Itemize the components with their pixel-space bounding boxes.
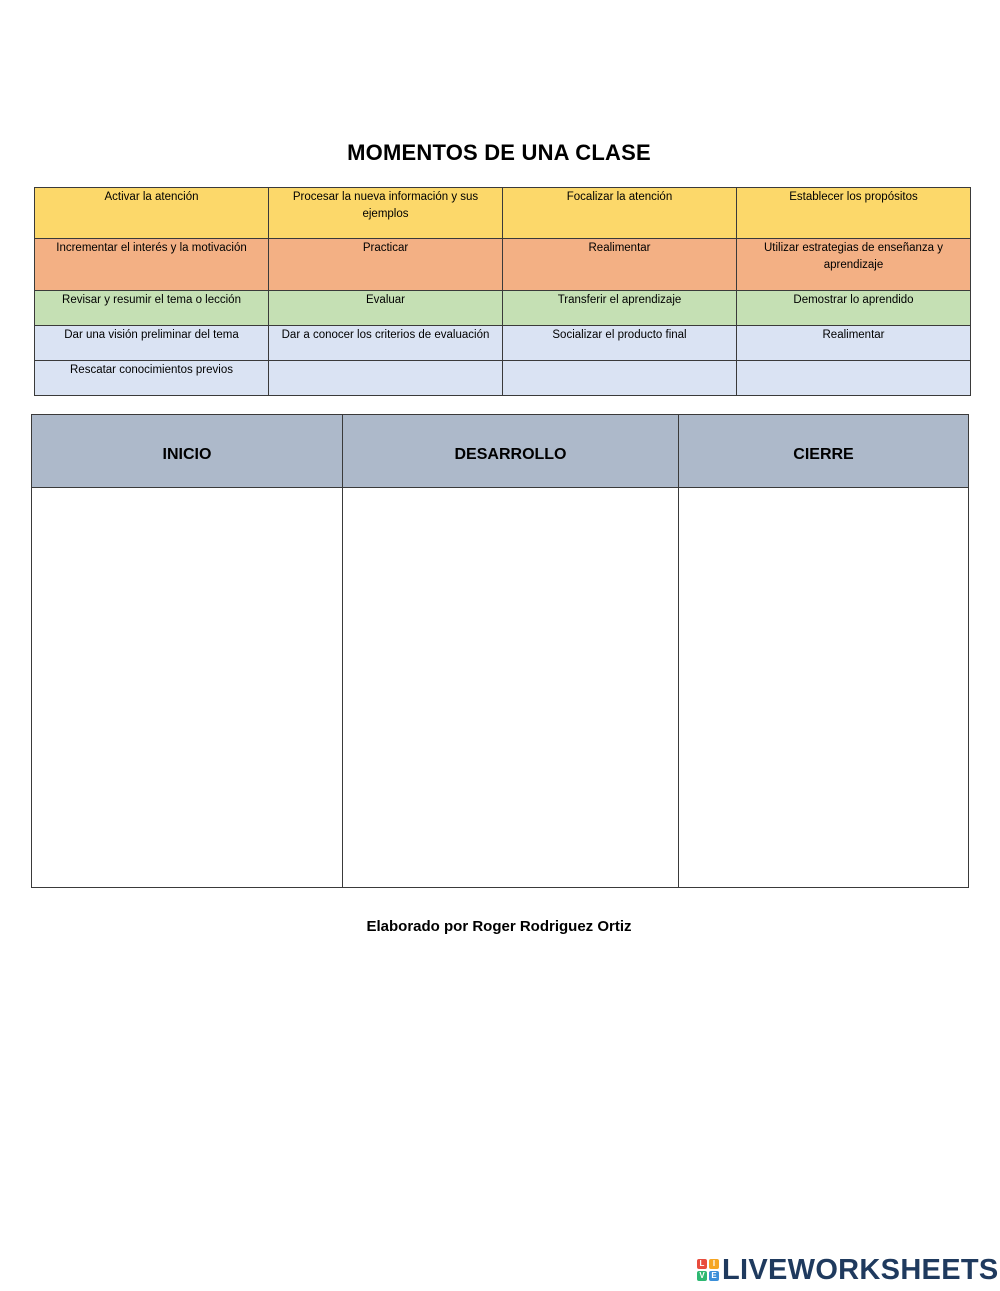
word-bank-cell[interactable]: Practicar [269, 239, 503, 291]
word-bank-cell[interactable]: Transferir el aprendizaje [503, 291, 737, 326]
logo-letter: E [709, 1271, 719, 1281]
word-bank-cell[interactable]: Utilizar estrategias de enseñanza y aprendizaje [737, 239, 971, 291]
word-bank-row [35, 291, 971, 326]
stage-header-inicio: INICIO [32, 415, 343, 488]
word-bank-cell[interactable]: Incrementar el interés y la motivación [35, 239, 269, 291]
logo-letter: I [709, 1259, 719, 1269]
drop-zone-cierre[interactable] [679, 488, 969, 888]
word-bank-cell [269, 361, 503, 396]
word-bank-cell[interactable]: Rescatar conocimientos previos [35, 361, 269, 396]
stage-header-cierre: CIERRE [679, 415, 969, 488]
word-bank-cell [503, 361, 737, 396]
stages-table [31, 414, 969, 888]
word-bank-row [35, 239, 971, 291]
word-bank-table [34, 187, 971, 396]
word-bank-cell[interactable]: Realimentar [503, 239, 737, 291]
stage-header-desarrollo: DESARROLLO [343, 415, 679, 488]
word-bank-cell[interactable]: Realimentar [737, 326, 971, 361]
author-credit: Elaborado por Roger Rodriguez Ortiz [366, 918, 632, 935]
word-bank-cell[interactable]: Demostrar lo aprendido [737, 291, 971, 326]
brand-name: LIVEWORKSHEETS [722, 1253, 999, 1286]
word-bank-cell [737, 361, 971, 396]
page-title: MOMENTOS DE UNA CLASE [347, 140, 651, 165]
word-bank-row [35, 188, 971, 239]
logo-letter: L [697, 1259, 707, 1269]
word-bank-cell[interactable]: Procesar la nueva información y sus ejemplos [269, 188, 503, 239]
logo-letter: V [697, 1271, 707, 1281]
drop-zone-desarrollo[interactable] [343, 488, 679, 888]
word-bank-cell[interactable]: Establecer los propósitos [737, 188, 971, 239]
word-bank-row [35, 326, 971, 361]
word-bank-cell[interactable]: Socializar el producto final [503, 326, 737, 361]
word-bank-cell[interactable]: Focalizar la atención [503, 188, 737, 239]
word-bank-row [35, 361, 971, 396]
liveworksheets-logo[interactable] [697, 1254, 999, 1286]
live-blocks-icon [697, 1259, 719, 1281]
word-bank-cell[interactable]: Revisar y resumir el tema o lección [35, 291, 269, 326]
word-bank-cell[interactable]: Evaluar [269, 291, 503, 326]
drop-zone-inicio[interactable] [32, 488, 343, 888]
word-bank-cell[interactable]: Dar a conocer los criterios de evaluación [269, 326, 503, 361]
word-bank-cell[interactable]: Activar la atención [35, 188, 269, 239]
word-bank-cell[interactable]: Dar una visión preliminar del tema [35, 326, 269, 361]
